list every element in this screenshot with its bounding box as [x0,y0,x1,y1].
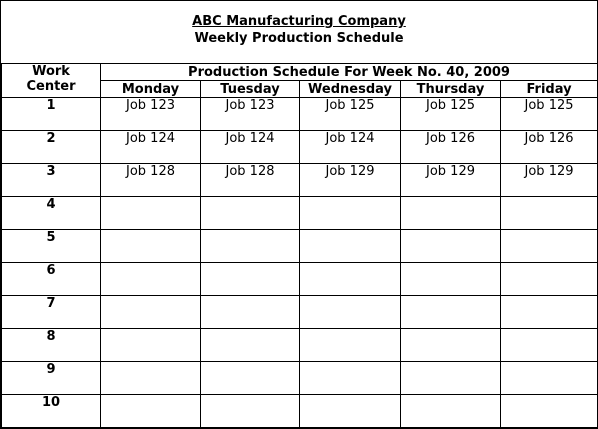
company-name: ABC Manufacturing Company [192,14,406,29]
work-center-header-line2: Center [26,79,76,94]
table-row [2,395,598,428]
schedule-cell [401,263,501,296]
table-row [2,98,598,131]
schedule-cell [300,395,401,428]
table-row [2,296,598,329]
schedule-cell [201,362,300,395]
schedule-cell: Job 125 [401,98,501,131]
schedule-cell [101,296,201,329]
schedule-cell [501,395,598,428]
schedule-cell [401,362,501,395]
schedule-cell [201,263,300,296]
day-header-wednesday: Wednesday [300,81,401,98]
schedule-cell [501,230,598,263]
work-center-number: 8 [2,329,101,362]
schedule-cell [401,197,501,230]
schedule-cell [101,395,201,428]
day-header-monday: Monday [101,81,201,98]
schedule-cell: Job 123 [201,98,300,131]
schedule-cell: Job 126 [401,131,501,164]
schedule-cell: Job 124 [101,131,201,164]
week-header: Production Schedule For Week No. 40, 2009 [101,64,598,81]
schedule-cell [401,395,501,428]
schedule-cell [300,197,401,230]
schedule-cell [201,395,300,428]
schedule-cell: Job 124 [300,131,401,164]
work-center-number: 5 [2,230,101,263]
schedule-cell [501,362,598,395]
work-center-number: 3 [2,164,101,197]
work-center-number: 10 [2,395,101,428]
schedule-cell [300,329,401,362]
schedule-cell [201,296,300,329]
schedule-cell [300,296,401,329]
table-row [2,164,598,197]
work-center-number: 4 [2,197,101,230]
table-row [2,263,598,296]
schedule-cell [101,362,201,395]
schedule-cell: Job 129 [501,164,598,197]
work-center-header-line1: Work [32,64,70,79]
schedule-cell [501,329,598,362]
table-row [2,131,598,164]
production-schedule-table [1,63,598,428]
schedule-cell [201,230,300,263]
schedule-cell: Job 123 [101,98,201,131]
schedule-cell [101,263,201,296]
schedule-cell [300,263,401,296]
day-header-friday: Friday [501,81,598,98]
schedule-cell [501,197,598,230]
title-block [1,1,597,63]
schedule-cell [300,362,401,395]
work-center-number: 2 [2,131,101,164]
schedule-cell: Job 129 [300,164,401,197]
schedule-cell: Job 125 [501,98,598,131]
work-center-number: 9 [2,362,101,395]
schedule-body [2,98,598,428]
schedule-title: Weekly Production Schedule [194,31,404,46]
schedule-cell [300,230,401,263]
table-row [2,362,598,395]
schedule-cell: Job 124 [201,131,300,164]
schedule-cell [401,230,501,263]
schedule-cell [401,329,501,362]
table-row [2,197,598,230]
schedule-cell [501,296,598,329]
schedule-cell: Job 128 [201,164,300,197]
schedule-cell [401,296,501,329]
schedule-cell: Job 129 [401,164,501,197]
table-row [2,329,598,362]
day-header-tuesday: Tuesday [201,81,300,98]
work-center-number: 6 [2,263,101,296]
work-center-header [2,64,101,98]
schedule-cell [201,329,300,362]
schedule-cell: Job 128 [101,164,201,197]
day-header-thursday: Thursday [401,81,501,98]
work-center-number: 7 [2,296,101,329]
schedule-cell [101,329,201,362]
schedule-cell [501,263,598,296]
schedule-cell: Job 126 [501,131,598,164]
schedule-cell [101,230,201,263]
table-row [2,230,598,263]
schedule-cell: Job 125 [300,98,401,131]
schedule-cell [101,197,201,230]
schedule-cell [201,197,300,230]
work-center-number: 1 [2,98,101,131]
